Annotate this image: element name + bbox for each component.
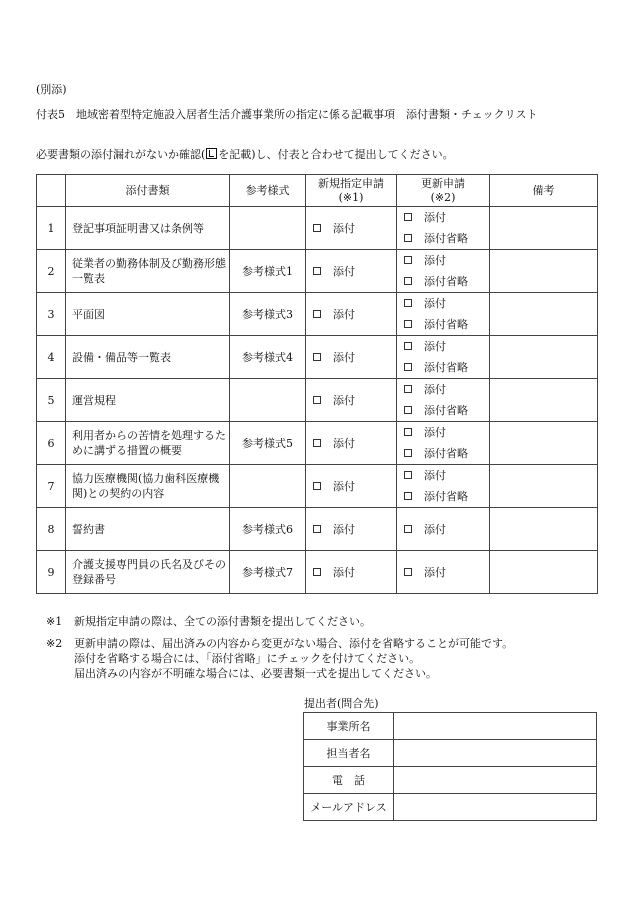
checkbox-label: 添付	[333, 222, 355, 235]
document-name: 設備・備品等一覧表	[66, 336, 230, 379]
new-attach-option[interactable]	[313, 435, 396, 451]
checkbox-label: 添付	[333, 480, 355, 493]
note-1	[46, 614, 513, 629]
header-num	[37, 175, 66, 207]
checkbox-label: 添付	[333, 351, 355, 364]
new-application-cell	[306, 551, 397, 594]
note-2	[46, 636, 513, 681]
renewal-application-cell	[397, 379, 490, 422]
checkbox[interactable]	[404, 568, 412, 576]
header-renewal-application	[397, 175, 490, 207]
checkbox[interactable]	[404, 406, 412, 414]
remarks-cell[interactable]	[490, 465, 598, 508]
checkbox-label: 添付	[333, 394, 355, 407]
checkbox[interactable]	[404, 492, 412, 500]
submitter-caption: 提出者(問合先)	[304, 697, 379, 710]
table-row	[37, 508, 598, 551]
checkbox[interactable]	[404, 277, 412, 285]
reference-form: 参考様式1	[230, 250, 306, 293]
new-attach-option[interactable]	[313, 349, 396, 365]
table-row	[37, 551, 598, 594]
renew-attach-option[interactable]	[404, 465, 489, 486]
document-name: 登記事項証明書又は条例等	[66, 207, 230, 250]
checkbox[interactable]	[313, 267, 321, 275]
header-reference: 参考様式	[230, 175, 306, 207]
reference-form: 参考様式5	[230, 422, 306, 465]
reference-form	[230, 207, 306, 250]
remarks-cell[interactable]	[490, 422, 598, 465]
new-application-cell	[306, 508, 397, 551]
checkbox[interactable]	[404, 428, 412, 436]
note-2-line-1: 更新申請の際は、届出済みの内容から変更がない場合、添付を省略することが可能です。	[74, 637, 514, 650]
renew-attach-option[interactable]	[404, 207, 489, 228]
note-1-mark: ※1	[46, 615, 63, 628]
checkbox-label: 添付	[333, 566, 355, 579]
table-row	[37, 422, 598, 465]
office-name-label: 事業所名	[304, 713, 394, 740]
checkbox[interactable]	[313, 439, 321, 447]
checkbox-label: 添付	[333, 265, 355, 278]
instruction-after: を記載)し、付表と合わせて提出してください。	[218, 148, 454, 161]
checkbox[interactable]	[404, 525, 412, 533]
checkmark-icon	[206, 148, 217, 159]
checkbox[interactable]	[404, 385, 412, 393]
renewal-application-cell	[397, 336, 490, 379]
header-renew-note: (※2)	[430, 190, 456, 204]
renewal-application-cell	[397, 293, 490, 336]
new-attach-option[interactable]	[313, 392, 396, 408]
checkbox-label: 添付省略	[424, 318, 468, 331]
checkbox-label: 添付省略	[424, 232, 468, 245]
instruction-text	[36, 146, 454, 162]
checkbox[interactable]	[404, 342, 412, 350]
checkbox-label: 添付	[333, 437, 355, 450]
remarks-cell[interactable]	[490, 379, 598, 422]
checkbox-label: 添付	[424, 426, 446, 439]
new-application-cell	[306, 422, 397, 465]
contact-person-label: 担当者名	[304, 740, 394, 767]
checkbox[interactable]	[313, 224, 321, 232]
email-field[interactable]	[394, 794, 597, 821]
header-new-application	[306, 175, 397, 207]
new-application-cell	[306, 336, 397, 379]
reference-form: 参考様式3	[230, 293, 306, 336]
remarks-cell[interactable]	[490, 551, 598, 594]
row-number: 4	[37, 336, 66, 379]
row-number: 1	[37, 207, 66, 250]
new-application-cell	[306, 207, 397, 250]
table-row	[37, 379, 598, 422]
document-name: 運営規程	[66, 379, 230, 422]
document-name: 平面図	[66, 293, 230, 336]
renew-omit-option[interactable]	[404, 228, 489, 249]
renewal-application-cell	[397, 465, 490, 508]
checkbox-label: 添付	[424, 340, 446, 353]
new-application-cell	[306, 379, 397, 422]
checkbox-label: 添付	[424, 469, 446, 482]
renew-attach-option[interactable]	[404, 293, 489, 314]
new-application-cell	[306, 250, 397, 293]
header-new-label: 新規指定申請	[318, 176, 384, 190]
office-name-field[interactable]	[394, 713, 597, 740]
checkbox[interactable]	[313, 525, 321, 533]
checkbox[interactable]	[404, 299, 412, 307]
checkbox-label: 添付省略	[424, 275, 468, 288]
row-number: 3	[37, 293, 66, 336]
new-attach-option[interactable]	[313, 521, 396, 537]
phone-label: 電 話	[304, 767, 394, 794]
row-number: 5	[37, 379, 66, 422]
renew-omit-option[interactable]	[404, 314, 489, 335]
checkbox-label: 添付	[424, 383, 446, 396]
renew-omit-option[interactable]	[404, 271, 489, 292]
renew-attach-option[interactable]	[404, 336, 489, 357]
row-number: 6	[37, 422, 66, 465]
document-name: 介護支援専門員の氏名及びその登録番号	[66, 551, 230, 594]
new-attach-option[interactable]	[313, 564, 396, 580]
checkbox-label: 添付	[424, 523, 446, 536]
renew-attach-option[interactable]	[404, 521, 489, 537]
row-number: 9	[37, 551, 66, 594]
remarks-cell[interactable]	[490, 250, 598, 293]
header-remarks: 備考	[490, 175, 598, 207]
reference-form: 参考様式4	[230, 336, 306, 379]
document-name: 利用者からの苦情を処理するために講ずる措置の概要	[66, 422, 230, 465]
remarks-cell[interactable]	[490, 336, 598, 379]
renew-omit-option[interactable]	[404, 400, 489, 421]
remarks-cell[interactable]	[490, 293, 598, 336]
note-1-text: 新規指定申請の際は、全ての添付書類を提出してください。	[74, 615, 371, 628]
renewal-application-cell	[397, 551, 490, 594]
new-attach-option[interactable]	[313, 263, 396, 279]
row-number: 7	[37, 465, 66, 508]
renew-attach-option[interactable]	[404, 379, 489, 400]
checkbox[interactable]	[404, 256, 412, 264]
notes	[46, 614, 513, 681]
reference-form	[230, 379, 306, 422]
checkbox[interactable]	[404, 363, 412, 371]
table-row	[37, 293, 598, 336]
checkbox-label: 添付	[424, 566, 446, 579]
checkbox-label: 添付省略	[424, 404, 468, 417]
renewal-application-cell	[397, 207, 490, 250]
table-row	[37, 207, 598, 250]
email-label: メールアドレス	[304, 794, 394, 821]
checkbox[interactable]	[404, 449, 412, 457]
renew-attach-option[interactable]	[404, 250, 489, 271]
new-application-cell	[306, 293, 397, 336]
new-application-cell	[306, 465, 397, 508]
remarks-cell[interactable]	[490, 508, 598, 551]
note-2-line-3: 届出済みの内容が不明確な場合には、必要書類一式を提出してください。	[74, 667, 437, 680]
document-name: 協力医療機関(協力歯科医療機関)との契約の内容	[66, 465, 230, 508]
checkbox[interactable]	[313, 310, 321, 318]
annex-label: (別添)	[36, 83, 67, 96]
document-title: 付表5 地域密着型特定施設入居者生活介護事業所の指定に係る記載事項 添付書類・チェックリスト	[36, 108, 538, 121]
checkbox-label: 添付	[333, 308, 355, 321]
renewal-application-cell	[397, 250, 490, 293]
renew-omit-option[interactable]	[404, 486, 489, 507]
checkbox-label: 添付省略	[424, 447, 468, 460]
table-row	[37, 250, 598, 293]
header-renew-label: 更新申請	[421, 176, 465, 190]
checkbox[interactable]	[313, 396, 321, 404]
note-2-line-2: 添付を省略する場合には、「添付省略」にチェックを付けてください。	[74, 652, 421, 665]
table-header-row	[37, 175, 598, 207]
row-number: 8	[37, 508, 66, 551]
renew-omit-option[interactable]	[404, 357, 489, 378]
checkbox[interactable]	[404, 320, 412, 328]
checkbox[interactable]	[404, 213, 412, 221]
note-2-mark: ※2	[46, 637, 63, 650]
checkbox-label: 添付	[333, 523, 355, 536]
checkbox[interactable]	[313, 568, 321, 576]
checkbox[interactable]	[404, 471, 412, 479]
new-attach-option[interactable]	[313, 478, 396, 494]
checkbox[interactable]	[404, 234, 412, 242]
phone-field[interactable]	[394, 767, 597, 794]
renewal-application-cell	[397, 508, 490, 551]
table-row	[37, 336, 598, 379]
renewal-application-cell	[397, 422, 490, 465]
checkbox-label: 添付	[424, 297, 446, 310]
remarks-cell[interactable]	[490, 207, 598, 250]
reference-form	[230, 465, 306, 508]
table-row	[37, 465, 598, 508]
new-attach-option[interactable]	[313, 306, 396, 322]
document-name: 誓約書	[66, 508, 230, 551]
checkbox-label: 添付	[424, 254, 446, 267]
checkbox-label: 添付省略	[424, 490, 468, 503]
renew-attach-option[interactable]	[404, 422, 489, 443]
header-new-note: (※1)	[338, 190, 364, 204]
document-name: 従業者の勤務体制及び勤務形態一覧表	[66, 250, 230, 293]
header-document: 添付書類	[66, 175, 230, 207]
renew-attach-option[interactable]	[404, 564, 489, 580]
renew-omit-option[interactable]	[404, 443, 489, 464]
contact-person-field[interactable]	[394, 740, 597, 767]
reference-form: 参考様式6	[230, 508, 306, 551]
new-attach-option[interactable]	[313, 220, 396, 236]
checkbox[interactable]	[313, 482, 321, 490]
checkbox-label: 添付	[424, 211, 446, 224]
checkbox[interactable]	[313, 353, 321, 361]
reference-form: 参考様式7	[230, 551, 306, 594]
row-number: 2	[37, 250, 66, 293]
submitter-table	[303, 712, 597, 821]
checklist-table	[36, 174, 598, 594]
checkbox-label: 添付省略	[424, 361, 468, 374]
instruction-before: 必要書類の添付漏れがないか確認(	[36, 148, 206, 161]
